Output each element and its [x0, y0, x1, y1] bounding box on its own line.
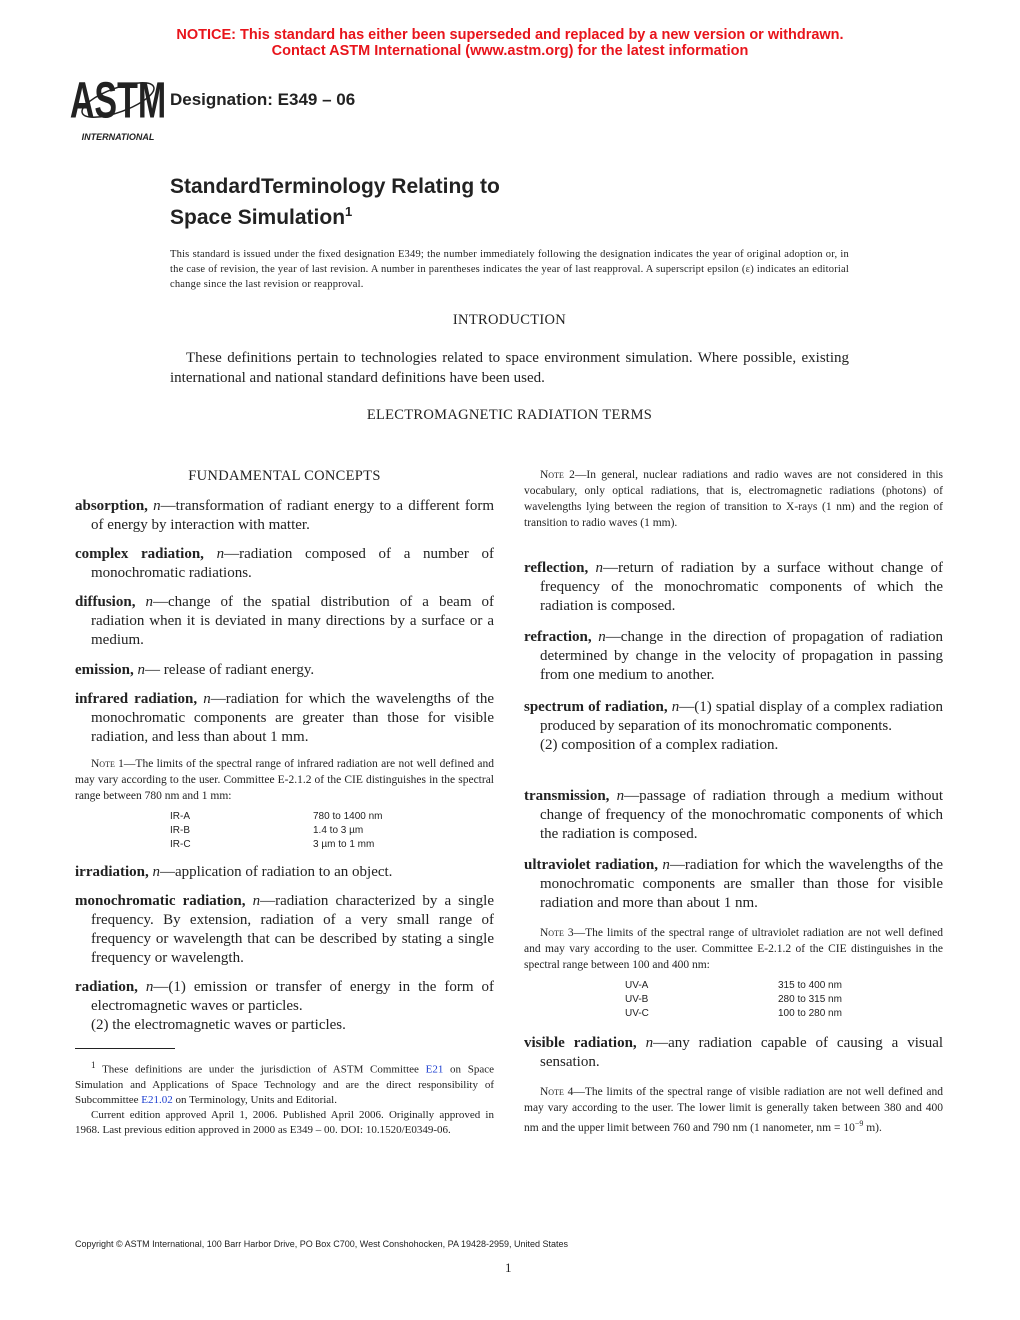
term-infrared-radiation: infrared radiation, n—radiation for which the wavelengths of the monochromatic components are greater than those for visible radiation, and less than about 1 mm. [75, 691, 494, 745]
introduction-text [170, 349, 849, 388]
svg-text:ASTM: ASTM [69, 72, 167, 130]
term-ultraviolet-radiation: ultraviolet radiation, n—radiation for which the wavelengths of the monochromatic components are smaller than those for visible radiation and more than about 1 nm. [524, 857, 944, 911]
notice-line-2: Contact ASTM International (www.astm.org) for the latest information [271, 43, 749, 59]
term-refraction: refraction, n—change in the direction of propagation of radiation determined by change in the velocity of propagation in passing from one medium to another. [524, 629, 944, 683]
term-emission: emission, n— release of radiant energy. [75, 662, 315, 678]
note-2: Note 2—In general, nuclear radiations and radio waves are not considered in this vocabulary, only optical radiations, that is, electromagnetic radiations (photons) of wavelengths lying between the region of transition to X-rays (1 nm) and the region of transition to radio waves (1 mm). [524, 469, 943, 529]
term-transmission: transmission, n—passage of radiation through a medium without change of frequency of the monochromatic components of which the radiation is composed. [524, 788, 943, 842]
term-diffusion: diffusion, n—change of the spatial distribution of a beam of radiation when it is deviated in many directions by a surface or a medium. [75, 594, 495, 648]
issued-note: This standard is issued under the fixed designation E349; the number immediately following the designation indicates the year of original adoption or, in the case of revision, the year of last revision. A number in parentheses indicates the year of last reapproval. A superscript epsilon (ε) indicates an editorial change since the last revision or reapproval. [170, 249, 849, 290]
term-reflection: reflection, n—return of radiation by a surface without change of frequency of the monochromatic components of which the radiation is composed. [524, 560, 943, 614]
svg-text:INTERNATIONAL: INTERNATIONAL [81, 132, 155, 142]
term-absorption: absorption, n—transformation of radiant energy to a different form of energy by interaction with matter. [75, 498, 494, 533]
note-3: Note 3—The limits of the spectral range of ultraviolet radiation are not well defined and may vary according to the user. Committee E-2.1.2 of the CIE distinguishes in the spectral range between 100 and 400 nm: [524, 927, 943, 971]
page-title [170, 174, 500, 230]
footnote: $^1$ These definitions are under the jurisdiction of ASTM Committee E21 on Space Simulation and Applications of Space Technology and are the direct responsibility of Subcommittee E21.02 on Terminology, Units and Editorial. Current edition approved April 1, 2006. Published April 2006. Originally approved in 1968. Last previous edition approved in 2000 as E349 – 00. DOI: 10.1520/E0349-06. [75, 1060, 495, 1136]
title-line-2: Space Simulation [170, 206, 346, 229]
ir-range-table: IR-A 780 to 1400 nm IR-B 1.4 to 3 µm IR-C 3 µm to 1 mm [170, 811, 383, 850]
committee-e21-link[interactable]: E21 [425, 1063, 444, 1076]
term-spectrum-of-radiation: spectrum of radiation, n—(1) spatial display of a complex radiation produced by separation of its monochromatic components. (2) composition of a complex radiation. [524, 699, 944, 753]
title-line-1: StandardTerminology Relating to [170, 175, 500, 198]
introduction-body: These definitions pertain to technologies related to space environment simulation. Where possible, existing international and national standard definitions have been used. [170, 350, 849, 386]
notice-line-1: NOTICE: This standard has either been superseded and replaced by a new version or withdrawn. [176, 27, 844, 43]
subcommittee-e2102-link[interactable]: E21.02 [141, 1093, 173, 1106]
section-heading: ELECTROMAGNETIC RADIATION TERMS [366, 407, 653, 423]
copyright: Copyright © ASTM International, 100 Barr Harbor Drive, PO Box C700, West Conshohocken, PA 19428-2959, United States [75, 1239, 569, 1249]
term-monochromatic-radiation: monochromatic radiation, n—radiation characterized by a single frequency. By extension, radiation of a very small range of frequency or wavelength that can be described by stating a single frequency or wavelength. [75, 893, 495, 966]
introduction-heading: INTRODUCTION [452, 312, 567, 328]
term-irradiation: irradiation, n—application of radiation to an object. [75, 864, 393, 880]
uv-range-table: UV-A 315 to 400 nm UV-B 280 to 315 nm UV-C 100 to 280 nm [625, 980, 842, 1019]
astm-logo [69, 68, 167, 144]
title-footnote-mark: 1 [345, 204, 353, 219]
term-radiation: radiation, n—(1) emission or transfer of energy in the form of electromagnetic waves or particles. (2) the electromagnetic waves or particles. [75, 979, 495, 1033]
term-complex-radiation: complex radiation, n—radiation composed of a number of monochromatic radiations. [75, 546, 494, 581]
note-1: Note 1—The limits of the spectral range of infrared radiation are not well defined and may vary according to the user. Committee E-2.1.2 of the CIE distinguishes in the spectral range between 780 nm and 1 mm: [75, 758, 494, 802]
note-4: Note 4—The limits of the spectral range of visible radiation are not well defined and may vary according to the user. The lower limit is generally taken between 380 and 400 nm and the upper limit between 760 and 790 nm (1 nanometer, nm = $10^{-9}$ m). [524, 1086, 944, 1134]
page-number: 1 [505, 1260, 512, 1275]
subsection-heading: FUNDAMENTAL CONCEPTS [188, 468, 381, 484]
footnote-divider [75, 1048, 175, 1049]
term-visible-radiation: visible radiation, n—any radiation capable of causing a visual sensation. [524, 1035, 944, 1070]
designation: Designation: E349 – 06 [170, 90, 356, 109]
